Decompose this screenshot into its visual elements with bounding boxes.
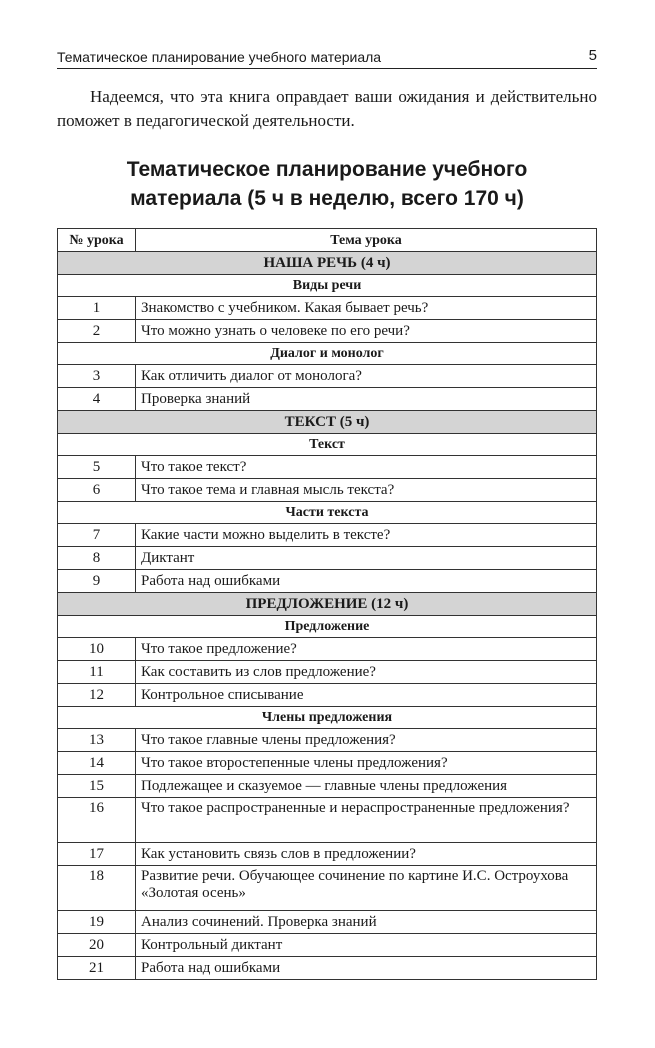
running-head-title: Тематическое планирование учебного материала	[57, 49, 382, 65]
lesson-number: 7	[58, 524, 136, 547]
lesson-number: 18	[58, 866, 136, 911]
subsection-title: Текст	[58, 434, 597, 456]
lesson-number: 14	[58, 752, 136, 775]
lesson-topic: Что можно узнать о человеке по его речи?	[136, 320, 597, 343]
lesson-number: 10	[58, 638, 136, 661]
header-lesson-topic: Тема урока	[136, 229, 597, 252]
subsection-title: Части текста	[58, 502, 597, 524]
table-row	[58, 752, 597, 775]
table-row	[58, 957, 597, 980]
lesson-number: 15	[58, 775, 136, 798]
table-row	[58, 911, 597, 934]
lesson-topic: Работа над ошибками	[136, 957, 597, 980]
table-row	[58, 934, 597, 957]
section-row	[58, 593, 597, 616]
heading-line-1: Тематическое планирование учебного	[126, 158, 528, 181]
section-row	[58, 411, 597, 434]
lesson-topic: Что такое распространенные и нераспространенные предложения?	[136, 798, 597, 843]
table-row	[58, 365, 597, 388]
section-title: НАША РЕЧЬ (4 ч)	[58, 252, 597, 275]
lesson-number: 20	[58, 934, 136, 957]
lesson-topic: Что такое тема и главная мысль текста?	[136, 479, 597, 502]
lesson-number: 2	[58, 320, 136, 343]
lesson-number: 11	[58, 661, 136, 684]
lesson-number: 6	[58, 479, 136, 502]
subsection-title: Предложение	[58, 616, 597, 638]
subsection-row	[58, 434, 597, 456]
section-heading	[57, 155, 597, 213]
lesson-plan-table	[57, 228, 597, 980]
subsection-row	[58, 343, 597, 365]
subsection-title: Члены предложения	[58, 707, 597, 729]
lesson-number: 16	[58, 798, 136, 843]
lesson-number: 12	[58, 684, 136, 707]
subsection-row	[58, 502, 597, 524]
lesson-number: 1	[58, 297, 136, 320]
table-body	[58, 252, 597, 980]
lesson-topic: Контрольное списывание	[136, 684, 597, 707]
lesson-topic: Диктант	[136, 547, 597, 570]
table-row	[58, 638, 597, 661]
lesson-number: 9	[58, 570, 136, 593]
lesson-topic: Как составить из слов предложение?	[136, 661, 597, 684]
header-lesson-number: № урока	[58, 229, 136, 252]
running-head	[57, 46, 597, 69]
lesson-number: 3	[58, 365, 136, 388]
section-row	[58, 252, 597, 275]
subsection-title: Диалог и монолог	[58, 343, 597, 365]
subsection-row	[58, 707, 597, 729]
table-row	[58, 843, 597, 866]
lesson-number: 17	[58, 843, 136, 866]
lesson-topic: Что такое второстепенные члены предложения?	[136, 752, 597, 775]
lesson-topic: Контрольный диктант	[136, 934, 597, 957]
table-row	[58, 547, 597, 570]
table-row	[58, 661, 597, 684]
lesson-topic: Подлежащее и сказуемое — главные члены предложения	[136, 775, 597, 798]
section-title: ТЕКСТ (5 ч)	[58, 411, 597, 434]
heading-line-2: материала (5 ч в неделю, всего 170 ч)	[130, 187, 524, 210]
lesson-number: 4	[58, 388, 136, 411]
table-row	[58, 388, 597, 411]
lesson-topic: Как отличить диалог от монолога?	[136, 365, 597, 388]
lesson-topic: Что такое текст?	[136, 456, 597, 479]
table-header-row	[58, 229, 597, 252]
lesson-number: 21	[58, 957, 136, 980]
lesson-number: 8	[58, 547, 136, 570]
page-number: 5	[588, 47, 597, 64]
lesson-topic: Проверка знаний	[136, 388, 597, 411]
subsection-row	[58, 275, 597, 297]
lesson-topic: Развитие речи. Обучающее сочинение по картине И.С. Остроухова «Золотая осень»	[136, 866, 597, 911]
table-row	[58, 479, 597, 502]
intro-paragraph: Надеемся, что эта книга оправдает ваши ожидания и действительно поможет в педагогической деятельности.	[57, 87, 597, 130]
table-row	[58, 798, 597, 843]
subsection-row	[58, 616, 597, 638]
lesson-topic: Работа над ошибками	[136, 570, 597, 593]
table-row	[58, 456, 597, 479]
lesson-topic: Что такое предложение?	[136, 638, 597, 661]
lesson-topic: Какие части можно выделить в тексте?	[136, 524, 597, 547]
table-row	[58, 729, 597, 752]
section-title: ПРЕДЛОЖЕНИЕ (12 ч)	[58, 593, 597, 616]
table-row	[58, 320, 597, 343]
lesson-topic: Как установить связь слов в предложении?	[136, 843, 597, 866]
lesson-number: 13	[58, 729, 136, 752]
table-row	[58, 570, 597, 593]
lesson-number: 19	[58, 911, 136, 934]
lesson-number: 5	[58, 456, 136, 479]
table-row	[58, 524, 597, 547]
table-row	[58, 775, 597, 798]
table-row	[58, 684, 597, 707]
subsection-title: Виды речи	[58, 275, 597, 297]
table-row	[58, 297, 597, 320]
lesson-topic: Что такое главные члены предложения?	[136, 729, 597, 752]
table-row	[58, 866, 597, 911]
lesson-topic: Знакомство с учебником. Какая бывает речь?	[136, 297, 597, 320]
lesson-topic: Анализ сочинений. Проверка знаний	[136, 911, 597, 934]
